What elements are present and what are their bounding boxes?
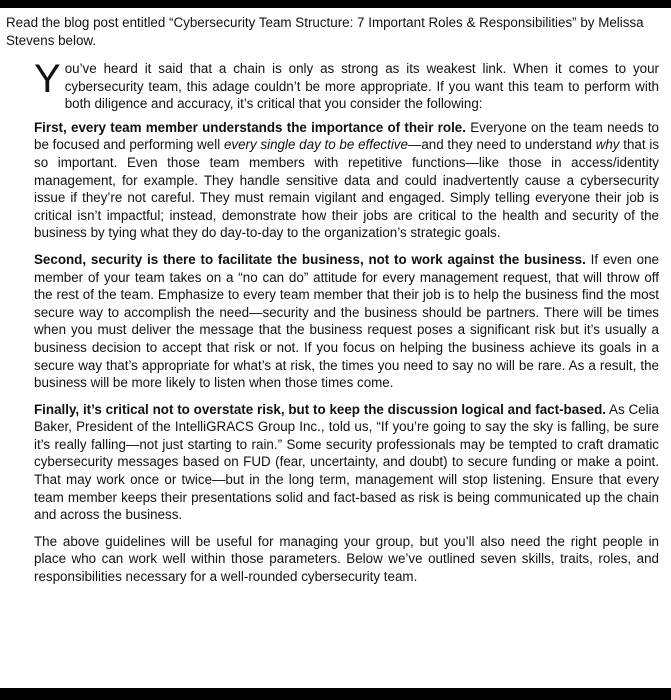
lead-text: ou’ve heard it said that a chain is only as strong as its weakest link. When it comes to your cybersecurity team, this adage couldn’t be more appropriate. If you want this team to perform with both diligence and accuracy, it’s critical that you consider the following:: [64, 61, 659, 112]
drop-cap: Y: [34, 57, 61, 101]
lead-paragraph: [34, 57, 659, 113]
paragraph-third-text: As Celia Baker, President of the IntelliGRACS Group Inc., told us, “If you’re going to say the sky is falling, be sure it’s really falling—not just starting to rain.” Some security professionals may be tempted to craft dramatic cybersecurity messages based on FUD (fear, uncertainty, and doubt) to secure funding or make a point. That may work once or twice—but in the long term, management will stop listening. Ensure that every team member keeps their presentations solid and fact-based as risk is being communicated up the chain and across the business.: [34, 401, 659, 523]
paragraph-second-heading: Second, security is there to facilitate the business, not to work against the business.: [34, 251, 586, 267]
bottom-border: [0, 688, 671, 700]
paragraph-first-text-a: Everyone on the team needs to be focused and performing well: [34, 119, 659, 153]
paragraph-first-heading: First, every team member understands the importance of their role.: [34, 119, 466, 135]
paragraph-first-emphasis-2: why: [595, 137, 620, 153]
paragraph-first: [34, 119, 659, 242]
paragraph-second: [34, 251, 659, 392]
paragraph-first-text-b: —and they need to understand: [407, 137, 596, 153]
intro-text: Read the blog post entitled “Cybersecurity Team Structure: 7 Important Roles & Responsibilities” by Melissa Stevens below.: [6, 15, 644, 48]
paragraph-second-text: If even one member of your team takes on a “no can do” attitude for every management request, that will throw off the rest of the team. Emphasize to every team member that their job is to help the business find the most secure way to accomplish the need—security and the business should be partners. There will be times when you must deliver the message that the business request poses a significant risk but it’s usually a business decision to accept that risk or not. If you focus on helping the business achieve its goals in a secure way that’s appropriate for what’s at risk, the times you need to say no will be rare. As a result, the business will be more likely to listen when those times come.: [34, 251, 659, 391]
paragraph-first-emphasis-1: every single day to be effective: [223, 137, 408, 153]
article-body: [34, 57, 660, 595]
paragraph-first-text-c: that is so important. Even those team members with repetitive functions—like those in access/identity management, for example. They handle sensitive data and could inadvertently cause a cybersecurity issue if they’re not careful. They must remain vigilant and engaged. Simply telling everyone their job is critical isn’t impactful; instead, demonstrate how their jobs are critical to the health and security of the business by tying what they do day-to-day to the organization’s strategic goals.: [34, 137, 660, 241]
paragraph-third: [34, 401, 659, 524]
paragraph-third-heading: Finally, it’s critical not to overstate risk, but to keep the discussion logical and fact-based.: [34, 401, 606, 417]
paragraph-closing: The above guidelines will be useful for managing your group, but you’ll also need the right people in place who can work well within those parameters. Below we’ve outlined seven skills, traits, roles, and responsibilities necessary for a well-rounded cybersecurity team.: [34, 533, 659, 585]
top-border: [0, 0, 671, 8]
